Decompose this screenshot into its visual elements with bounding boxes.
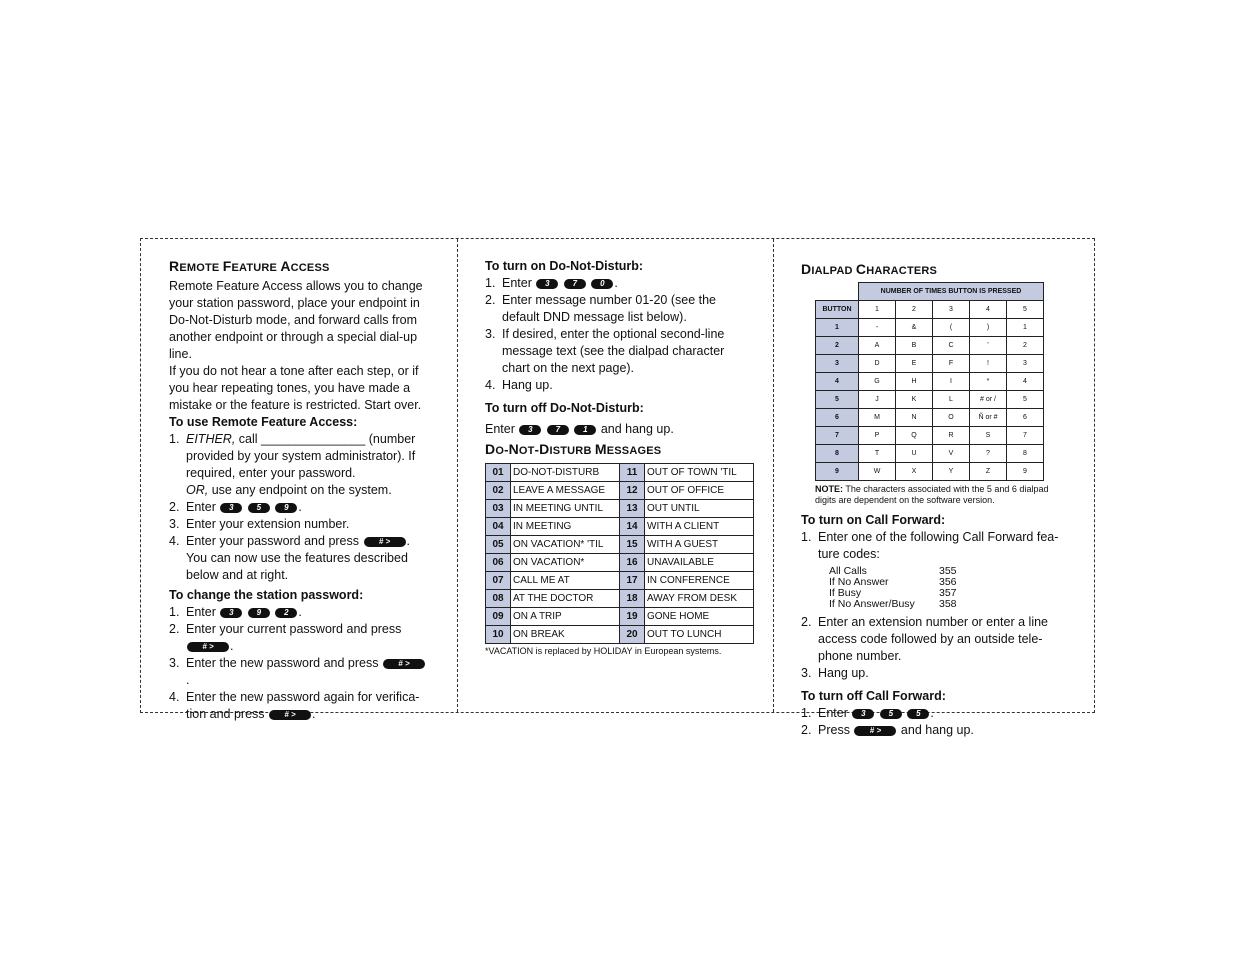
table-row xyxy=(486,500,754,518)
key-5-icon: 5 xyxy=(880,709,902,719)
dialpad-button: 5 xyxy=(816,391,859,409)
dnd-off-heading: To turn off Do-Not-Disturb: xyxy=(485,401,644,415)
key-7-icon: 7 xyxy=(547,425,569,435)
cf-off-heading: To turn off Call Forward: xyxy=(801,689,946,703)
dialpad-character: S xyxy=(970,427,1007,445)
table-row xyxy=(816,337,1044,355)
message-number: 07 xyxy=(486,572,511,590)
table-row xyxy=(486,590,754,608)
message-text: AWAY FROM DESK xyxy=(645,590,754,608)
message-number: 19 xyxy=(620,608,645,626)
dialpad-note: NOTE: The characters associated with the 5 and 6 dialpad digits are dependent on the software version. xyxy=(815,484,1049,505)
table-row xyxy=(486,482,754,500)
dialpad-character: J xyxy=(859,391,896,409)
key-3-icon: 3 xyxy=(519,425,541,435)
list-item: 1. EITHER, call _______________ (number provided by your system administrator). If required, enter your password. OR, use any endpoint on the system. xyxy=(169,432,416,497)
list-item: 3. Enter your extension number. xyxy=(169,517,350,531)
dialpad-character: E xyxy=(896,355,933,373)
code-label: If No Answer/Busy xyxy=(829,598,915,610)
code-label: All Calls xyxy=(829,565,867,577)
list-item: 2. Enter your current password and press # > . xyxy=(169,622,402,653)
key-3-icon: 3 xyxy=(220,608,242,618)
message-text: DO-NOT-DISTURB xyxy=(511,464,620,482)
dialpad-character: & xyxy=(896,319,933,337)
dialpad-character: Ñ or # xyxy=(970,409,1007,427)
key-7-icon: 7 xyxy=(564,279,586,289)
dialpad-character: ! xyxy=(970,355,1007,373)
table-row xyxy=(816,427,1044,445)
message-number: 06 xyxy=(486,554,511,572)
dnd-on-steps xyxy=(485,275,755,394)
list-item: 1. Enter 3 7 0 . xyxy=(485,276,618,290)
list-item: 1. Enter 3 5 5 . xyxy=(801,706,934,720)
dialpad-character: W xyxy=(859,463,896,481)
dialpad-character: L xyxy=(933,391,970,409)
pound-key-icon: # > xyxy=(269,710,311,720)
message-text: ON BREAK xyxy=(511,626,620,644)
table-row xyxy=(486,536,754,554)
dialpad-character: 2 xyxy=(1007,337,1044,355)
message-text: WITH A CLIENT xyxy=(645,518,754,536)
dnd-messages-table xyxy=(485,463,754,644)
table-row xyxy=(486,608,754,626)
message-text: OUT OF TOWN 'TIL xyxy=(645,464,754,482)
change-heading: To change the station password: xyxy=(169,588,364,602)
message-number: 13 xyxy=(620,500,645,518)
table-row xyxy=(816,463,1044,481)
press-count: 4 xyxy=(970,301,1007,319)
call-forward-codes xyxy=(829,566,957,610)
list-item: 1. Enter 3 9 2 . xyxy=(169,605,302,619)
column-divider xyxy=(773,239,774,712)
change-steps xyxy=(169,604,429,723)
table-row xyxy=(486,464,754,482)
dialpad-character: Z xyxy=(970,463,1007,481)
message-number: 15 xyxy=(620,536,645,554)
cf-off-steps xyxy=(801,705,1071,739)
pound-key-icon: # > xyxy=(187,642,229,652)
message-number: 16 xyxy=(620,554,645,572)
press-count: 5 xyxy=(1007,301,1044,319)
key-9-icon: 9 xyxy=(248,608,270,618)
dnd-on-heading: To turn on Do-Not-Disturb: xyxy=(485,259,644,273)
message-text: WITH A GUEST xyxy=(645,536,754,554)
message-text: IN CONFERENCE xyxy=(645,572,754,590)
message-number: 08 xyxy=(486,590,511,608)
dialpad-button: 6 xyxy=(816,409,859,427)
table-row xyxy=(486,572,754,590)
code-value: 358 xyxy=(939,598,957,610)
dialpad-character: 7 xyxy=(1007,427,1044,445)
message-text: CALL ME AT xyxy=(511,572,620,590)
dialpad-character: O xyxy=(933,409,970,427)
table-row xyxy=(816,355,1044,373)
dialpad-character: N xyxy=(896,409,933,427)
key-1-icon: 1 xyxy=(574,425,596,435)
message-number: 11 xyxy=(620,464,645,482)
list-item: 2. Press # > and hang up. xyxy=(801,723,974,737)
list-item: 4. Enter the new password again for verifica-tion and press # > . xyxy=(169,690,420,721)
dialpad-button: 8 xyxy=(816,445,859,463)
message-number: 05 xyxy=(486,536,511,554)
message-text: IN MEETING UNTIL xyxy=(511,500,620,518)
dialpad-character: 3 xyxy=(1007,355,1044,373)
dialpad-character: R xyxy=(933,427,970,445)
message-number: 12 xyxy=(620,482,645,500)
dialpad-character: ' xyxy=(970,337,1007,355)
key-3-icon: 3 xyxy=(536,279,558,289)
cf-on-steps xyxy=(801,529,1071,682)
message-text: UNAVAILABLE xyxy=(645,554,754,572)
table-row xyxy=(829,599,957,610)
dialpad-character: ( xyxy=(933,319,970,337)
message-number: 03 xyxy=(486,500,511,518)
dialpad-character: ? xyxy=(970,445,1007,463)
dnd-off-step: Enter 3 7 1 and hang up. xyxy=(485,422,674,436)
code-value: 357 xyxy=(939,587,957,599)
dnd-messages-title: DO-NOT-DISTURB MESSAGES xyxy=(485,441,662,457)
dialpad-call-forward-section xyxy=(801,258,1071,739)
dialpad-button: 1 xyxy=(816,319,859,337)
message-text: LEAVE A MESSAGE xyxy=(511,482,620,500)
intro-text-2: If you do not hear a tone after each step, or if you hear repeating tones, you have made a mistake or the feature is restricted. Start over. xyxy=(169,364,422,412)
dialpad-character: 4 xyxy=(1007,373,1044,391)
dialpad-character: D xyxy=(859,355,896,373)
table-row xyxy=(816,445,1044,463)
list-item: 3. Hang up. xyxy=(801,666,869,680)
message-text: GONE HOME xyxy=(645,608,754,626)
code-label: If No Answer xyxy=(829,576,889,588)
dialpad-button: 4 xyxy=(816,373,859,391)
key-5-icon: 5 xyxy=(248,503,270,513)
key-9-icon: 9 xyxy=(275,503,297,513)
key-0-icon: 0 xyxy=(591,279,613,289)
dialpad-character: 9 xyxy=(1007,463,1044,481)
table-row xyxy=(486,554,754,572)
dialpad-character: * xyxy=(970,373,1007,391)
dialpad-characters-table xyxy=(815,282,1044,481)
message-text: AT THE DOCTOR xyxy=(511,590,620,608)
dialpad-title: DIALPAD CHARACTERS xyxy=(801,261,938,277)
dialpad-character: 5 xyxy=(1007,391,1044,409)
dialpad-character: Q xyxy=(896,427,933,445)
message-text: ON VACATION* xyxy=(511,554,620,572)
message-number: 10 xyxy=(486,626,511,644)
dialpad-character: H xyxy=(896,373,933,391)
button-column-label: BUTTON xyxy=(816,301,859,319)
message-number: 17 xyxy=(620,572,645,590)
list-item: 3. If desired, enter the optional second-line message text (see the dialpad character chart on the next page). xyxy=(485,327,725,375)
message-text: ON VACATION* 'TIL xyxy=(511,536,620,554)
reference-card xyxy=(140,238,1095,737)
dialpad-character: C xyxy=(933,337,970,355)
dialpad-character: U xyxy=(896,445,933,463)
table-row xyxy=(816,409,1044,427)
list-item: 4. Hang up. xyxy=(485,378,553,392)
dialpad-character: ) xyxy=(970,319,1007,337)
list-item: 2. Enter an extension number or enter a line access code followed by an outside tele-phone number. xyxy=(801,615,1048,663)
dialpad-button: 3 xyxy=(816,355,859,373)
dialpad-character: 8 xyxy=(1007,445,1044,463)
list-item: 2. Enter 3 5 9 . xyxy=(169,500,302,514)
key-3-icon: 3 xyxy=(852,709,874,719)
pound-key-icon: # > xyxy=(854,726,896,736)
vacation-footnote: *VACATION is replaced by HOLIDAY in European systems. xyxy=(485,646,722,656)
pound-key-icon: # > xyxy=(364,537,406,547)
message-text: OUT TO LUNCH xyxy=(645,626,754,644)
section-title: REMOTE FEATURE ACCESS xyxy=(169,258,330,274)
press-count: 3 xyxy=(933,301,970,319)
table-row xyxy=(486,518,754,536)
list-item: 4. Enter your password and press # > . You can now use the features described below and at right. xyxy=(169,534,410,582)
use-steps xyxy=(169,431,429,584)
dialpad-character: M xyxy=(859,409,896,427)
message-text: IN MEETING xyxy=(511,518,620,536)
message-number: 18 xyxy=(620,590,645,608)
table-header: NUMBER OF TIMES BUTTON IS PRESSED xyxy=(859,283,1044,301)
table-row xyxy=(816,373,1044,391)
list-item: 2. Enter message number 01-20 (see the default DND message list below). xyxy=(485,293,717,324)
message-number: 02 xyxy=(486,482,511,500)
table-row xyxy=(816,391,1044,409)
message-number: 20 xyxy=(620,626,645,644)
code-label: If Busy xyxy=(829,587,862,599)
dialpad-character: # or / xyxy=(970,391,1007,409)
dialpad-button: 2 xyxy=(816,337,859,355)
list-item: 1. Enter one of the following Call Forward fea-ture codes: All Calls 355 If No Answer 356 If Busy 357 If No Answer/Busy 358 xyxy=(801,530,1059,610)
use-heading: To use Remote Feature Access: xyxy=(169,415,358,429)
dialpad-character: I xyxy=(933,373,970,391)
key-2-icon: 2 xyxy=(275,608,297,618)
dialpad-character: T xyxy=(859,445,896,463)
dialpad-character: F xyxy=(933,355,970,373)
key-5-icon: 5 xyxy=(907,709,929,719)
dialpad-character: - xyxy=(859,319,896,337)
dialpad-character: B xyxy=(896,337,933,355)
column-divider xyxy=(457,239,458,712)
message-number: 04 xyxy=(486,518,511,536)
dialpad-button: 7 xyxy=(816,427,859,445)
message-number: 01 xyxy=(486,464,511,482)
dialpad-character: A xyxy=(859,337,896,355)
message-text: OUT UNTIL xyxy=(645,500,754,518)
message-text: ON A TRIP xyxy=(511,608,620,626)
dialpad-character: K xyxy=(896,391,933,409)
code-value: 355 xyxy=(939,565,957,577)
press-count: 2 xyxy=(896,301,933,319)
dialpad-character: P xyxy=(859,427,896,445)
dialpad-character: 1 xyxy=(1007,319,1044,337)
message-number: 09 xyxy=(486,608,511,626)
dialpad-character: Y xyxy=(933,463,970,481)
code-value: 356 xyxy=(939,576,957,588)
do-not-disturb-section xyxy=(485,258,755,657)
dialpad-character: G xyxy=(859,373,896,391)
remote-feature-access-section xyxy=(169,258,429,723)
table-row xyxy=(816,319,1044,337)
list-item: 3. Enter the new password and press # >. xyxy=(169,655,429,689)
dialpad-character: X xyxy=(896,463,933,481)
dialpad-button: 9 xyxy=(816,463,859,481)
key-3-icon: 3 xyxy=(220,503,242,513)
intro-text: Remote Feature Access allows you to change your station password, place your endpoint in Do-Not-Disturb mode, and forward calls from another endpoint or through a special dial-up line. xyxy=(169,279,423,361)
table-row xyxy=(486,626,754,644)
message-number: 14 xyxy=(620,518,645,536)
dialpad-character: 6 xyxy=(1007,409,1044,427)
dialpad-character: V xyxy=(933,445,970,463)
cf-on-heading: To turn on Call Forward: xyxy=(801,513,946,527)
pound-key-icon: # > xyxy=(383,659,425,669)
message-text: OUT OF OFFICE xyxy=(645,482,754,500)
press-count: 1 xyxy=(859,301,896,319)
